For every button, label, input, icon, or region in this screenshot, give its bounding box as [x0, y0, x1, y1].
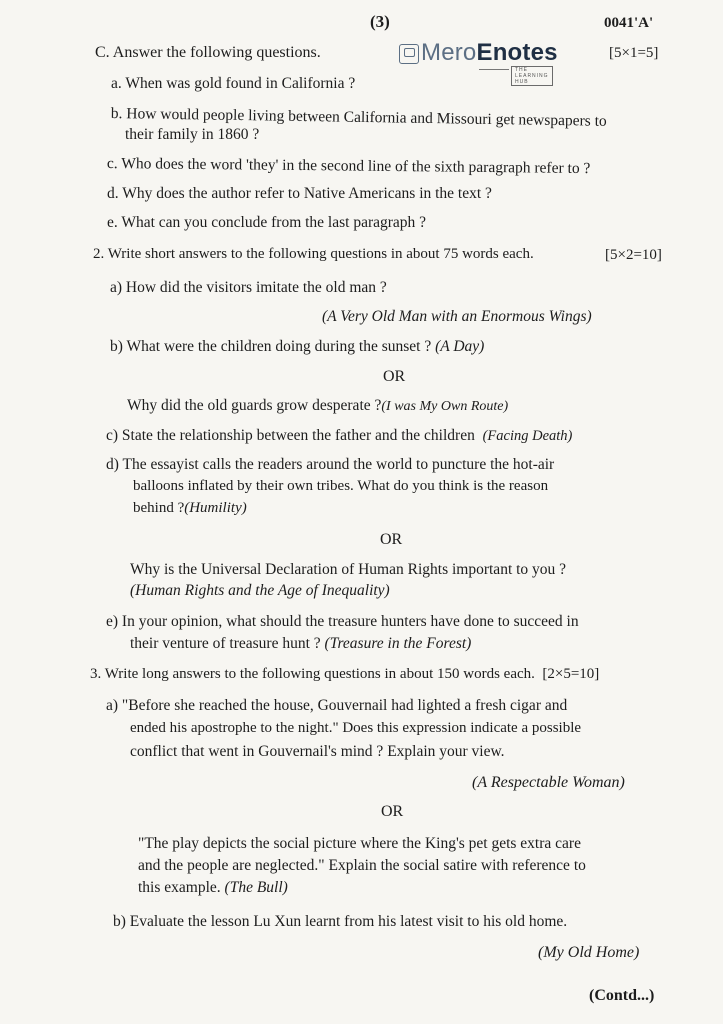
- section-c-item-b-cont: their family in 1860 ?: [125, 126, 260, 143]
- q2-b-question: b) What were the children doing during the sunset ? (A Day): [110, 338, 485, 355]
- q2-b-or: OR: [383, 368, 406, 385]
- q2-c-question: c) State the relationship between the father and the children (Facing Death): [106, 427, 573, 444]
- logo-wordmark: MeroEnotes: [421, 39, 558, 66]
- section-c-item-d: d. Why does the author refer to Native Americans in the text ?: [107, 185, 492, 202]
- q3-a-line2: ended his apostrophe to the night." Does this expression indicate a possible: [130, 720, 582, 736]
- q2-heading: 2. Write short answers to the following questions in about 75 words each.: [93, 246, 534, 262]
- q2-a-reference: (A Very Old Man with an Enormous Wings): [322, 308, 592, 325]
- q3-a-reference: (A Respectable Woman): [472, 774, 625, 791]
- q2-marks: [5×2=10]: [605, 247, 662, 263]
- section-c-item-c: c. Who does the word 'they' in the second line of the sixth paragraph refer to ?: [106, 154, 591, 178]
- section-c-heading: C. Answer the following questions.: [95, 44, 321, 61]
- q2-d-line3: behind ?(Humility): [133, 500, 247, 516]
- section-c-item-e: e. What can you conclude from the last paragraph ?: [107, 214, 427, 231]
- logo-rule: [479, 69, 509, 70]
- q3-alt-line3: this example. (The Bull): [138, 879, 288, 896]
- section-c-marks: [5×1=5]: [609, 45, 659, 61]
- q2-d-or: OR: [380, 531, 403, 548]
- q3-a-line3: conflict that went in Gouvernail's mind ? Explain your view.: [130, 743, 505, 760]
- q2-e-line2: their venture of treasure hunt ? (Treasure in the Forest): [130, 635, 472, 652]
- paper-code: 0041'A': [604, 15, 654, 31]
- q2-d-alt-question: Why is the Universal Declaration of Human Rights important to you ?: [130, 561, 567, 578]
- q2-e-line1: e) In your opinion, what should the treasure hunters have done to succeed in: [106, 613, 579, 630]
- q2-b-alt-question: Why did the old guards grow desperate ?(I was My Own Route): [127, 397, 509, 414]
- contd-label: (Contd...): [589, 987, 655, 1004]
- q2-a-question: a) How did the visitors imitate the old man ?: [110, 279, 387, 296]
- book-icon: [399, 44, 419, 64]
- q3-heading: 3. Write long answers to the following questions in about 150 words each. [2×5=10]: [90, 666, 600, 682]
- q2-d-line2: balloons inflated by their own tribes. What do you think is the reason: [133, 478, 549, 494]
- q3-b-question: b) Evaluate the lesson Lu Xun learnt from his latest visit to his old home.: [113, 913, 568, 930]
- logo-tagline: THE LEARNING HUB: [511, 66, 553, 86]
- section-c-item-a: a. When was gold found in California ?: [111, 75, 356, 92]
- q3-a-line1: a) "Before she reached the house, Gouvernail had lighted a fresh cigar and: [106, 697, 568, 714]
- section-c-item-b: b. How would people living between California and Missouri get newspapers to: [110, 104, 607, 130]
- q3-b-reference: (My Old Home): [538, 944, 640, 961]
- page-number: (3): [370, 12, 390, 31]
- q3-a-or: OR: [381, 803, 404, 820]
- q3-alt-line2: and the people are neglected." Explain the social satire with reference to: [138, 857, 586, 874]
- q3-alt-line1: "The play depicts the social picture where the King's pet gets extra care: [138, 835, 581, 852]
- q2-d-line1: d) The essayist calls the readers around the world to puncture the hot-air: [106, 456, 555, 473]
- q2-d-alt-reference: (Human Rights and the Age of Inequality): [130, 582, 390, 599]
